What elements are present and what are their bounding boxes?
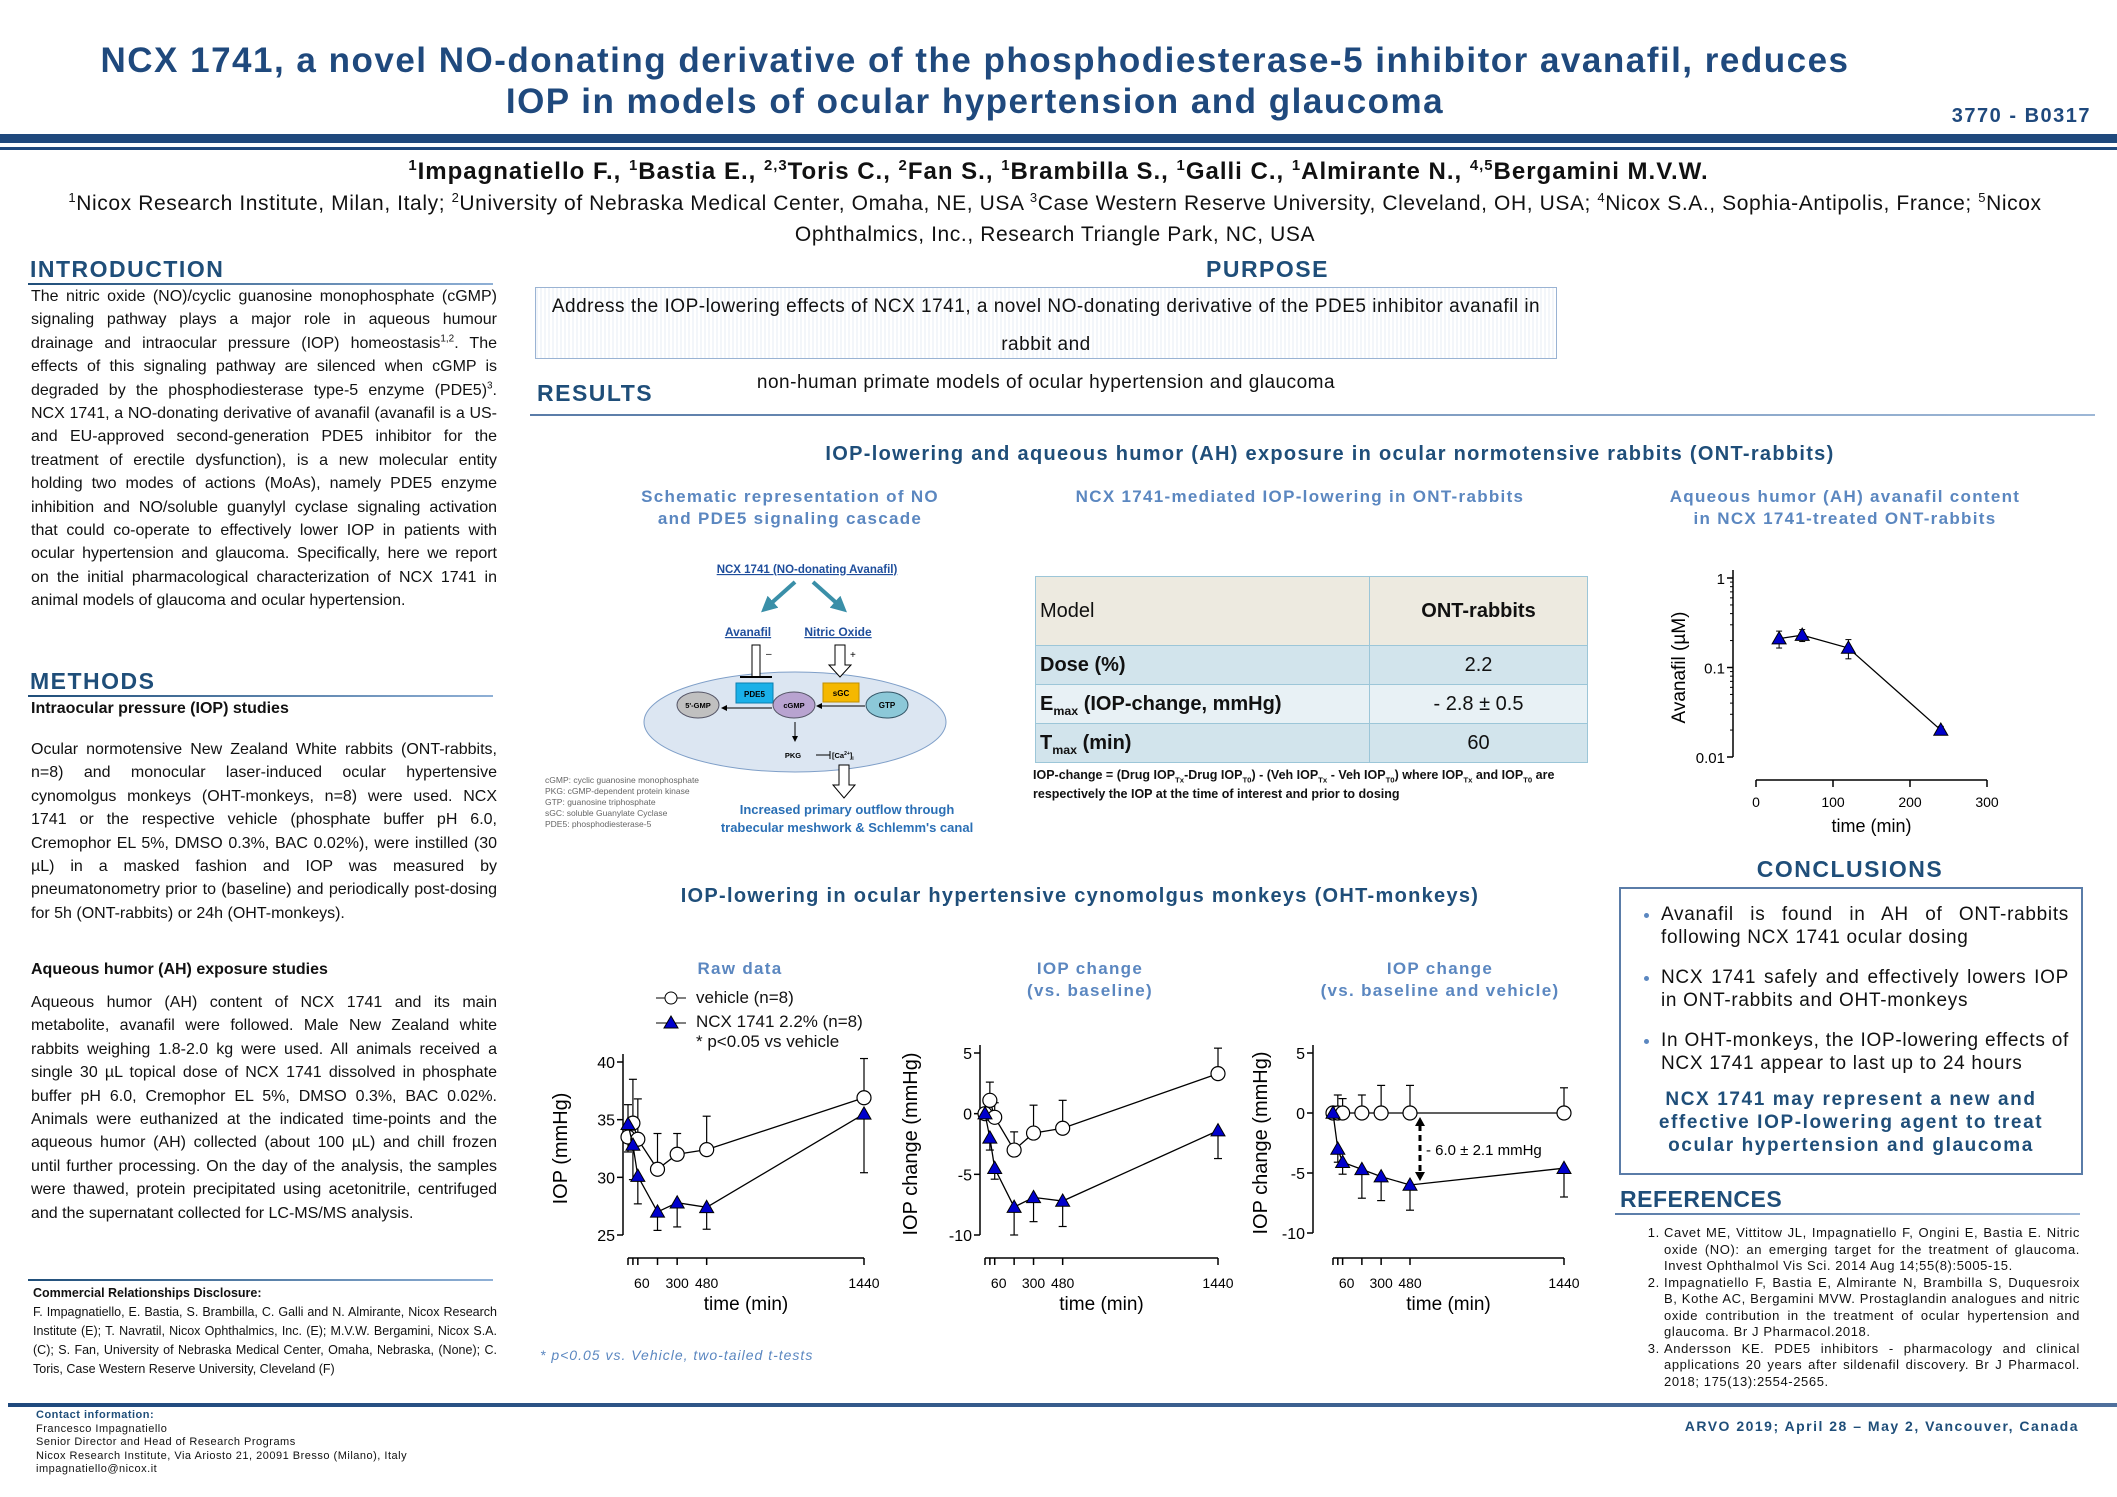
table-title: NCX 1741-mediated IOP-lowering in ONT-rabbits bbox=[1075, 487, 1525, 506]
data-point bbox=[1557, 1106, 1571, 1120]
divider bbox=[28, 695, 493, 697]
data-point bbox=[1007, 1143, 1021, 1157]
header-divider-thin bbox=[0, 147, 2117, 150]
statistics-footnote: * p<0.05 vs. Vehicle, two-tailed t-tests bbox=[540, 1347, 814, 1363]
arrow-to-no bbox=[813, 582, 841, 607]
y-axis-label: IOP change (mmHg) bbox=[900, 1052, 922, 1236]
data-point bbox=[1374, 1170, 1388, 1182]
superscript: 1 bbox=[1176, 158, 1186, 174]
row-label-sub: max bbox=[1052, 742, 1078, 757]
gmp5-label: 5'-GMP bbox=[685, 701, 711, 710]
author-list bbox=[0, 158, 2117, 186]
x-tick-label: 60 bbox=[634, 1275, 650, 1291]
schematic-title-line: and PDE5 signaling cascade bbox=[657, 509, 923, 528]
contact-role: Senior Director and Head of Research Programs bbox=[36, 1436, 296, 1448]
note-text: - Veh IOP bbox=[1327, 768, 1386, 782]
x-tick-label: 200 bbox=[1898, 794, 1922, 810]
series-vehicle bbox=[978, 1048, 1225, 1157]
conclusions-box bbox=[1619, 887, 2083, 1175]
entry-name: University of Nebraska Medical Center, Omaha, NE, USA bbox=[459, 192, 1030, 215]
contact-heading: Contact information: bbox=[36, 1409, 155, 1421]
conclusion-statement: NCX 1741 may represent a new and effective IOP-lowering agent to treat ocular hypertension and glaucoma bbox=[1658, 1089, 2044, 1156]
note-text: and IOP bbox=[1472, 768, 1524, 782]
x-axis-label: time (min) bbox=[1406, 1294, 1491, 1315]
series-line bbox=[985, 1074, 1218, 1150]
subscript: T0 bbox=[1385, 775, 1395, 785]
data-point bbox=[700, 1143, 714, 1157]
table-header-row bbox=[1036, 577, 1588, 646]
superscript: 4,5 bbox=[1469, 158, 1494, 174]
title-line: IOP change bbox=[1036, 959, 1144, 978]
abbreviation-list bbox=[545, 775, 699, 829]
change-chart-title bbox=[950, 958, 1230, 1002]
divider bbox=[28, 1279, 493, 1281]
change-vehicle-chart-title bbox=[1275, 958, 1605, 1002]
row-label-sub: max bbox=[1053, 703, 1079, 718]
intro-text-part: . NCX 1741, a NO-donating derivative of avanafil (avanafil is a US- and EU-approved second-generation PDE5 inhibitor for the treatment of erectile dysfunction), is a new molecular entity holding two modes of actions (MoAs), namely PDE5 enzyme inhibition and NO/soluble guanylyl cyclase signaling activation that could co-operate to effectively lower IOP in patients with ocular hypertension and glaucoma. Specifically, here we report on the initial pharmacological characterization of NCX 1741 in animal models of glaucoma and ocular hypertension. bbox=[31, 381, 497, 610]
note-text: ) - (Veh IOP bbox=[1251, 768, 1319, 782]
title-line: (vs. baseline) bbox=[1027, 981, 1153, 1000]
note-text: -Drug IOP bbox=[1184, 768, 1243, 782]
outcome-line-1: Increased primary outflow through bbox=[739, 802, 955, 817]
y-axis-label: IOP (mmHg) bbox=[550, 1092, 572, 1205]
data-point bbox=[983, 1093, 997, 1107]
x-axis-label: time (min) bbox=[1059, 1294, 1144, 1315]
x-axis-label: time (min) bbox=[1831, 816, 1912, 836]
y-tick-label: 0 bbox=[1296, 1106, 1305, 1123]
references-heading: REFERENCES bbox=[1620, 1186, 1783, 1212]
ah-studies-heading: Aqueous humor (AH) exposure studies bbox=[31, 961, 328, 978]
series-line bbox=[985, 1114, 1218, 1207]
iop-studies-heading: Intraocular pressure (IOP) studies bbox=[31, 700, 289, 717]
ca-subscript: i bbox=[852, 756, 854, 762]
legend-label: vehicle (n=8) bbox=[696, 988, 794, 1007]
row-value: 2.2 bbox=[1370, 646, 1588, 685]
reference-item: 2. Impagnatiello F, Bastia E, Almirante N, Brambilla S, Duquesroix B, Kothe AC, Bergamini MVW. Prostaglandin analogues and nitric oxide contribution in the treatment of ocular hypertension and glaucoma. Br J Pharmacol.2018. bbox=[1664, 1275, 2080, 1341]
title-line: IOP change bbox=[1386, 959, 1494, 978]
x-tick-label: 300 bbox=[1369, 1275, 1393, 1291]
series-line bbox=[628, 1114, 864, 1212]
series-ncx bbox=[978, 1107, 1225, 1235]
y-tick-label: 40 bbox=[597, 1055, 615, 1072]
entry-name: Galli C., bbox=[1185, 158, 1292, 185]
ca-text: [Ca bbox=[832, 751, 845, 760]
footer-divider bbox=[8, 1403, 2117, 1407]
superscript: 5 bbox=[1978, 190, 1987, 205]
entry-name: Fan S., bbox=[907, 158, 1002, 185]
subscript: Tx bbox=[1175, 775, 1185, 785]
subscript: Tx bbox=[1318, 775, 1328, 785]
entry-name: Bastia E., bbox=[638, 158, 764, 185]
ah-chart-title bbox=[1610, 486, 2080, 530]
divider bbox=[530, 414, 2095, 416]
disclosure bbox=[33, 1284, 497, 1379]
row-value: 60 bbox=[1370, 724, 1588, 763]
data-point bbox=[1795, 628, 1809, 640]
data-point bbox=[988, 1161, 1002, 1173]
sgc-label: sGC bbox=[832, 689, 850, 698]
entry-name: Impagnatiello F., bbox=[417, 158, 629, 185]
intro-text-part: . The effects of this signaling pathway are silenced when cGMP is degraded by the phosphodiesterase type-5 enzyme (PDE5) bbox=[31, 334, 498, 399]
row-label-rest: (min) bbox=[1077, 731, 1132, 754]
data-point bbox=[1403, 1106, 1417, 1120]
contact-address: Nicox Research Institute, Via Ariosto 21, 20091 Bresso (Milano), Italy bbox=[36, 1449, 408, 1462]
conclusion-item: • NCX 1741 safely and effectively lowers IOP in ONT-rabbits and OHT-monkeys bbox=[1661, 966, 2069, 1012]
conclusions-heading: CONCLUSIONS bbox=[1756, 856, 1944, 882]
x-tick-label: 0 bbox=[1752, 794, 1760, 810]
purpose-heading: PURPOSE bbox=[1206, 256, 1329, 282]
citation: 1,2 bbox=[440, 333, 455, 345]
x-tick-label: 300 bbox=[1021, 1275, 1046, 1291]
table-row bbox=[1036, 646, 1588, 685]
row-label bbox=[1036, 724, 1370, 763]
note-text: are respectively the IOP at the time of interest and prior to dosing bbox=[1033, 768, 1555, 801]
contact-email[interactable]: impagnatiello@nicox.it bbox=[36, 1463, 158, 1475]
series-ncx bbox=[1772, 628, 1948, 735]
title-line-1: NCX 1741, a novel NO-donating derivative of the phosphodiesterase-5 inhibitor avanafil, reduces bbox=[100, 41, 1850, 80]
ah-title-line: in NCX 1741-treated ONT-rabbits bbox=[1693, 509, 1997, 528]
entry-name: Bergamini M.V.W. bbox=[1493, 158, 1709, 185]
entry-name: Case Western Reserve University, Cleveland, OH, USA; bbox=[1037, 192, 1598, 215]
poster-title bbox=[0, 40, 1950, 122]
conference-info: ARVO 2019; April 28 – May 2, Vancouver, Canada bbox=[1684, 1418, 2079, 1434]
data-point bbox=[1211, 1067, 1225, 1081]
entry-name: Nicox Ophthalmics, Inc., Research Triangle Park, NC, USA bbox=[794, 192, 2042, 246]
row-label-rest: (IOP-change, mmHg) bbox=[1078, 692, 1282, 715]
superscript: 2 bbox=[898, 158, 908, 174]
raw-iop-chart bbox=[545, 1030, 890, 1325]
row-label-text: Dose (%) bbox=[1040, 653, 1126, 676]
disclosure-text: F. Impagnatiello, E. Bastia, S. Brambilla, C. Galli and N. Almirante, Nicox Research Institute (E); T. Navratil, Nicox Ophthalmics, Inc. (E); M.V.W. Bergamini, Nicox S.A. (C); S. Fan, University of Nebraska Medical Center, Omaha, Nebraska, (None); C. Toris, Case Western Reserve University, Cleveland (F) bbox=[33, 1305, 497, 1376]
table-row bbox=[1036, 724, 1588, 763]
results-heading: RESULTS bbox=[537, 380, 654, 406]
superscript: 1 bbox=[68, 190, 77, 205]
entry-name: Almirante N., bbox=[1301, 158, 1470, 185]
superscript: 1 bbox=[408, 158, 418, 174]
pde5-label: PDE5 bbox=[744, 690, 765, 699]
note-text: IOP-change = (Drug IOP bbox=[1033, 768, 1176, 782]
ah-studies-text: Aqueous humor (AH) content of NCX 1741 and its main metabolite, avanafil were followed. Male New Zealand white rabbits weighing 1.8-2.0 kg were used. All animals received a single 30 µL topical dose of NCX 1741 dissolved in phosphate buffer pH 6.0, Cremophor EL 5%, DMSO 0.3%, BAC 0.02%. Animals were euthanized at the indicated time-points and the aqueous humor (AH) collected (about 100 µL) and chill frozen until further processing. On the day of the analysis, the samples were thawed, protein precipitated using acetonitrile, centrifuged and the supernatant collected for LC-MS/MS analysis. bbox=[31, 994, 497, 1222]
series-vehicle bbox=[621, 1059, 871, 1177]
data-point bbox=[1355, 1162, 1369, 1174]
y-tick-label: 5 bbox=[963, 1046, 972, 1063]
data-point bbox=[1056, 1121, 1070, 1135]
x-tick-label: 60 bbox=[1338, 1275, 1355, 1291]
entry-name: Nicox S.A., Sophia-Antipolis, France; bbox=[1605, 192, 1979, 215]
data-point bbox=[1374, 1106, 1388, 1120]
x-tick-label: 480 bbox=[1398, 1275, 1422, 1291]
contact-info bbox=[36, 1409, 407, 1477]
outcome-line-2: trabecular meshwork & Schlemm's canal bbox=[720, 820, 974, 835]
ca-charge: 2+ bbox=[844, 751, 850, 757]
arrow-head-down bbox=[1415, 1172, 1425, 1181]
superscript: 2 bbox=[451, 190, 460, 205]
x-tick-label: 100 bbox=[1821, 794, 1845, 810]
x-axis-label: time (min) bbox=[703, 1294, 789, 1315]
series-line bbox=[1779, 635, 1941, 730]
data-point bbox=[983, 1131, 997, 1143]
table-row bbox=[1036, 685, 1588, 724]
iop-change-vehicle-chart bbox=[1245, 1030, 1615, 1325]
data-point bbox=[1007, 1200, 1021, 1212]
x-tick-label: 300 bbox=[665, 1275, 689, 1291]
x-tick-label: 300 bbox=[1975, 794, 1999, 810]
data-point bbox=[651, 1205, 665, 1217]
data-point bbox=[1211, 1124, 1225, 1136]
contact-name: Francesco Impagnatiello bbox=[36, 1422, 168, 1435]
minus-sign: – bbox=[766, 649, 772, 660]
y-tick-label: 0.1 bbox=[1704, 660, 1725, 678]
row-label bbox=[1036, 646, 1370, 685]
y-tick-label: -10 bbox=[1281, 1226, 1305, 1243]
data-point bbox=[670, 1196, 684, 1208]
raw-chart-title: Raw data bbox=[697, 959, 783, 978]
row-value: - 2.8 ± 0.5 bbox=[1370, 685, 1588, 724]
data-point bbox=[1355, 1106, 1369, 1120]
ont-rabbit-results-table bbox=[1035, 576, 1588, 763]
plus-sign: + bbox=[850, 650, 856, 661]
series-vehicle bbox=[1326, 1085, 1571, 1120]
superscript: 1 bbox=[628, 158, 639, 174]
row-label bbox=[1036, 685, 1370, 724]
activation-arrow bbox=[829, 645, 851, 677]
reference-item: 3. Andersson KE. PDE5 inhibitors - pharmacology and clinical applications 20 years after sildenafil discovery. Br J Pharmacol. 2018; 175(13):2554-2565. bbox=[1664, 1341, 2080, 1391]
intro-text-part: The nitric oxide (NO)/cyclic guanosine monophosphate (cGMP) signaling pathway plays a major role in aqueous humour drainage and intraocular pressure (IOP) homeostasis bbox=[31, 288, 497, 352]
data-point bbox=[1557, 1161, 1571, 1173]
entry-name: Brambilla S., bbox=[1010, 158, 1177, 185]
y-axis-label: IOP change (mmHg) bbox=[1250, 1051, 1272, 1235]
compound-label: NCX 1741 (NO-donating Avanafil) bbox=[716, 564, 898, 576]
arrow-head-up bbox=[1415, 1117, 1425, 1126]
title-line: (vs. baseline and vehicle) bbox=[1320, 981, 1560, 1000]
introduction-heading: INTRODUCTION bbox=[30, 256, 225, 282]
x-tick-label: 60 bbox=[990, 1275, 1007, 1291]
subscript: Tx bbox=[1463, 775, 1473, 785]
entry-name: Nicox Research Institute, Milan, Italy; bbox=[76, 192, 452, 215]
arrow-to-avanafil bbox=[767, 582, 795, 607]
methods-heading: METHODS bbox=[30, 668, 156, 694]
series-line bbox=[628, 1098, 864, 1170]
rabbit-section-title: IOP-lowering and aqueous humor (AH) exposure in ocular normotensive rabbits (ONT-rabbits) bbox=[825, 443, 1835, 465]
x-tick-label: 1440 bbox=[1548, 1275, 1580, 1291]
iop-change-chart bbox=[895, 1030, 1240, 1325]
y-tick-label: 0 bbox=[963, 1106, 972, 1124]
iop-studies-text: Ocular normotensive New Zealand White rabbits (ONT-rabbits, n=8) and monocular laser-induced ocular hypertensive cynomolgus monkeys (OHT-monkeys, n=8) were used. NCX 1741 or the respective vehicle (phosphate buffer pH 6.0, Cremophor EL 5%, DMSO 0.3%, BAC 0.02%), were instilled (30 µL) in a masked fashion and IOP was measured by pneumatonometry prior to (baseline) and periodically post-dosing for 5h (ONT-rabbits) or 24h (OHT-monkeys). bbox=[31, 741, 497, 922]
reference-list bbox=[1640, 1225, 2080, 1390]
x-tick-label: 1440 bbox=[1202, 1275, 1234, 1291]
superscript: 3 bbox=[1029, 190, 1038, 205]
circle-marker-icon bbox=[656, 990, 686, 1006]
subscript: T0 bbox=[1242, 775, 1252, 785]
superscript: 1 bbox=[1291, 158, 1302, 174]
table-header-cell: ONT-rabbits bbox=[1370, 577, 1588, 646]
header-divider bbox=[0, 134, 2117, 143]
difference-annotation: - 6.0 ± 2.1 mmHg bbox=[1426, 1142, 1542, 1159]
superscript: 1 bbox=[1001, 158, 1011, 174]
y-axis-label: Avanafil (µM) bbox=[1669, 611, 1690, 724]
cgmp-label: cGMP bbox=[783, 701, 805, 710]
data-point bbox=[651, 1162, 665, 1176]
citation: 3 bbox=[487, 380, 493, 392]
legend-vehicle bbox=[656, 985, 863, 1011]
y-tick-label: 30 bbox=[597, 1170, 615, 1188]
abbreviation: sGC: soluble Guanylate Cyclase bbox=[545, 808, 668, 818]
avanafil-label: Avanafil bbox=[724, 625, 772, 639]
row-label-text: T bbox=[1040, 731, 1053, 754]
note-text: ) where IOP bbox=[1394, 768, 1464, 782]
divider bbox=[1615, 1213, 2080, 1215]
abbreviation: cGMP: cyclic guanosine monophosphate bbox=[545, 775, 700, 785]
schematic-title bbox=[590, 486, 990, 530]
data-point bbox=[1027, 1126, 1041, 1140]
data-point bbox=[1331, 1142, 1345, 1154]
inhibition-arrow bbox=[752, 645, 760, 677]
introduction-text bbox=[31, 285, 497, 613]
abbreviation: GTP: guanosine triphosphate bbox=[545, 797, 656, 807]
schematic-title-line: Schematic representation of NO bbox=[641, 487, 939, 506]
x-tick-label: 480 bbox=[694, 1275, 719, 1291]
reference-item: 1. Cavet ME, Vittitow JL, Impagnatiello F, Ongini E, Bastia E. Nitric oxide (NO): an emerging target for the treatment of glaucoma. Invest Ophthalmol Vis Sci. 2014 Aug 14;55(8):5005-15. bbox=[1664, 1225, 2080, 1275]
purpose-line-2: non-human primate models of ocular hypertension and glaucoma bbox=[756, 372, 1336, 393]
purpose-line-1: Address the IOP-lowering effects of NCX 1741, a novel NO-donating derivative of the PDE5 inhibitor avanafil in rabbit and bbox=[551, 296, 1541, 355]
y-tick-label: -5 bbox=[1290, 1166, 1305, 1183]
data-point bbox=[670, 1147, 684, 1161]
nitric-oxide-label: Nitric Oxide bbox=[804, 625, 872, 639]
data-point bbox=[1027, 1190, 1041, 1202]
legend-label: NCX 1741 2.2% (n=8) bbox=[696, 1012, 863, 1031]
row-label-text: E bbox=[1040, 692, 1054, 715]
disclosure-heading: Commercial Relationships Disclosure: bbox=[33, 1286, 262, 1300]
y-tick-label: 25 bbox=[597, 1228, 615, 1245]
x-tick-label: 1440 bbox=[848, 1275, 880, 1291]
y-tick-label: -10 bbox=[948, 1228, 972, 1245]
y-tick-label: -5 bbox=[957, 1167, 972, 1185]
table-note bbox=[1033, 766, 1593, 804]
gtp-label: GTP bbox=[878, 701, 896, 710]
ah-title-line: Aqueous humor (AH) avanafil content bbox=[1669, 487, 2021, 506]
signaling-schematic bbox=[530, 540, 1010, 850]
x-tick-label: 480 bbox=[1050, 1275, 1075, 1291]
ah-avanafil-chart bbox=[1640, 560, 2020, 850]
poster-code: 3770 - B0317 bbox=[1951, 105, 2091, 127]
subscript: T0 bbox=[1523, 775, 1533, 785]
triangle-marker-icon bbox=[656, 1014, 686, 1030]
data-point bbox=[857, 1091, 871, 1105]
calcium-label: $[Ca^{2+}]_i$ bbox=[832, 751, 854, 762]
superscript: 2,3 bbox=[763, 158, 788, 174]
affiliations bbox=[40, 188, 2070, 250]
monkey-section-title: IOP-lowering in ocular hypertensive cynomolgus monkeys (OHT-monkeys) bbox=[680, 885, 1480, 907]
significance-note: * p<0.05 vs vehicle bbox=[696, 1032, 840, 1051]
conclusion-item: • In OHT-monkeys, the IOP-lowering effects of NCX 1741 appear to last up to 24 hours bbox=[1661, 1029, 2069, 1075]
conclusion-item: • Avanafil is found in AH of ONT-rabbits following NCX 1741 ocular dosing bbox=[1661, 903, 2069, 949]
y-tick-label: 1 bbox=[1716, 571, 1725, 588]
y-tick-label: 35 bbox=[597, 1112, 615, 1130]
abbreviation: PKG: cGMP-dependent protein kinase bbox=[545, 786, 690, 796]
pkg-label: PKG bbox=[784, 751, 802, 760]
table-header-cell: Model bbox=[1036, 577, 1370, 646]
y-tick-label: 5 bbox=[1296, 1046, 1305, 1063]
abbreviation: PDE5: phosphodiesterase-5 bbox=[545, 819, 652, 829]
y-tick-label: 0.01 bbox=[1695, 750, 1725, 767]
entry-name: Toris C., bbox=[787, 158, 899, 185]
data-point bbox=[857, 1107, 871, 1119]
title-line-2: IOP in models of ocular hypertension and glaucoma bbox=[505, 82, 1445, 121]
superscript: 4 bbox=[1597, 190, 1606, 205]
